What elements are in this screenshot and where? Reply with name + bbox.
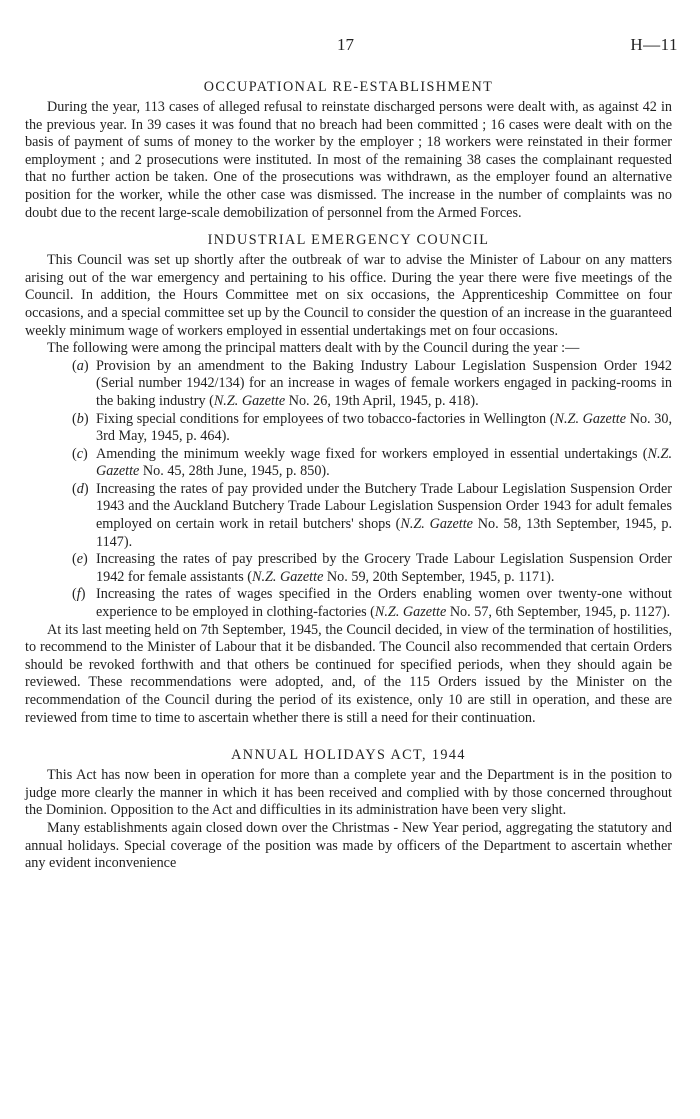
body-paragraph: At its last meeting held on 7th September, 1945, the Council decided, in view of the termination of hostilities, to recommend to the Minister of Labour that it be disbanded. The Council also recommended that certain Orders should be revoked forthwith and that others be continued for specified periods, when they should again be reviewed. These recommendations were adopted, and, of the 115 Orders issued by the Minister on the recommendation of the Council during the period of its existence, only 10 are still in operation, and these are reviewed from time to time to ascertain whether there is still a need for their continuation. — [25, 621, 672, 726]
list-item-marker: (c) — [72, 445, 88, 462]
page-header — [0, 36, 700, 60]
list-item: (d) Increasing the rates of pay provided under the Butchery Trade Labour Legislation Suspension Order 1943 and the Auckland Butchery Trade Labour Legislation Suspension Order 1943 for adult females employed on certain work in retail butchers' shops (N.Z. Gazette No. 58, 13th September, 1945, p. 1147). — [72, 480, 673, 550]
section-spacer — [25, 736, 672, 746]
section-heading: ANNUAL HOLIDAYS ACT, 1944 — [231, 747, 466, 764]
gazette-reference: N.Z. Gazette — [554, 410, 627, 427]
section-heading: INDUSTRIAL EMERGENCY COUNCIL — [207, 232, 490, 249]
list-item: (e) Increasing the rates of pay prescribed by the Grocery Trade Labour Legislation Suspension Order 1942 for female assistants (N.Z. Gazette No. 59, 20th September, 1945, p. 1171). — [72, 551, 672, 585]
list-item: (c) Amending the minimum weekly wage fixed for workers employed in essential undertakings (N.Z. Gazette No. 45, 28th June, 1945, p. 850). — [72, 445, 672, 480]
list-item: (a) Provision by an amendment to the Baking Industry Labour Legislation Suspension Order 1942 (Serial number 1942/134) for an increase in wages of female workers engaged in packing-rooms in the baking industry (N.Z. Gazette No. 26, 19th April, 1945, p. 418). — [72, 357, 672, 409]
body-paragraph: During the year, 113 cases of alleged refusal to reinstate discharged persons were dealt with, as against 42 in the previous year. In 39 cases it was found that no breach had been committed ; 16 cases were dealt with on the basis of payment of sums of money to the worker by the employer ; 18 workers were reinstated in their former employment ; and 2 prosecutions were instituted. In most of the remaining 38 cases the complainant requested that no further action be taken. One of the prosecutions was withdrawn, as the employer found an alternative position for the worker, while the other case was dismissed. The increase in the number of complaints was no doubt due to the recent large-scale demobilization of personnel from the Armed Forces. — [25, 99, 672, 221]
section-industrial-emergency-council — [25, 231, 672, 727]
list-item-marker: (d) — [72, 480, 89, 497]
section-heading: OCCUPATIONAL RE-ESTABLISHMENT — [203, 79, 494, 95]
section-occupational-re-establishment — [25, 78, 672, 222]
body-paragraph: This Council was set up shortly after the outbreak of war to advise the Minister of Labour on any matters arising out of the war emergency and pertaining to his office. During the year there were five meetings of the Council. In addition, the Hours Committee met on six occasions, the Apprenticeship Committee on four occasions, and a special committee set up by the Council to consider the question of an increase in the guaranteed weekly minimum wage of workers employed in essential undertakings met on four occasions. — [25, 252, 672, 339]
body-paragraph: This Act has now been in operation for more than a complete year and the Department is in the position to judge more clearly the manner in which it has been received and complied with by those concerned throughout the Dominion. Opposition to the Act and difficulties in its administration have been very slight. — [25, 767, 672, 819]
list-item: (b) Fixing special conditions for employees of two tobacco-factories in Wellington (N.Z. Gazette No. 30, 3rd May, 1945, p. 464). — [72, 410, 672, 445]
body-paragraph: The following were among the principal matters dealt with by the Council during the year :— — [47, 340, 580, 357]
page-number: 17 — [337, 35, 354, 54]
gazette-reference: N.Z. Gazette — [213, 392, 286, 409]
gazette-reference: N.Z. Gazette — [374, 604, 447, 621]
gazette-reference: N.Z. Gazette — [252, 568, 324, 585]
section-annual-holidays-act — [25, 746, 672, 873]
list-item-marker: (e) — [72, 551, 88, 568]
matters-list — [25, 358, 672, 622]
list-item-marker: (f) — [72, 586, 86, 603]
page-body — [25, 78, 672, 873]
list-item: (f) Increasing the rates of wages specified in the Orders enabling women over twenty-one without experience to be employed in clothing-factories (N.Z. Gazette No. 57, 6th September, 1945, p. 1127). — [72, 586, 672, 621]
report-code: H—11 — [630, 35, 678, 54]
gazette-reference: N.Z. Gazette — [400, 516, 473, 533]
body-paragraph: Many establishments again closed down over the Christmas - New Year period, aggregating the statutory and annual holidays. Special coverage of the position was made by officers of the Department to ascertain whether any evident inconvenience — [25, 819, 672, 872]
list-item-marker: (b) — [72, 410, 89, 427]
gazette-reference: N.Z. Gazette — [96, 445, 672, 480]
list-item-marker: (a) — [72, 357, 89, 374]
